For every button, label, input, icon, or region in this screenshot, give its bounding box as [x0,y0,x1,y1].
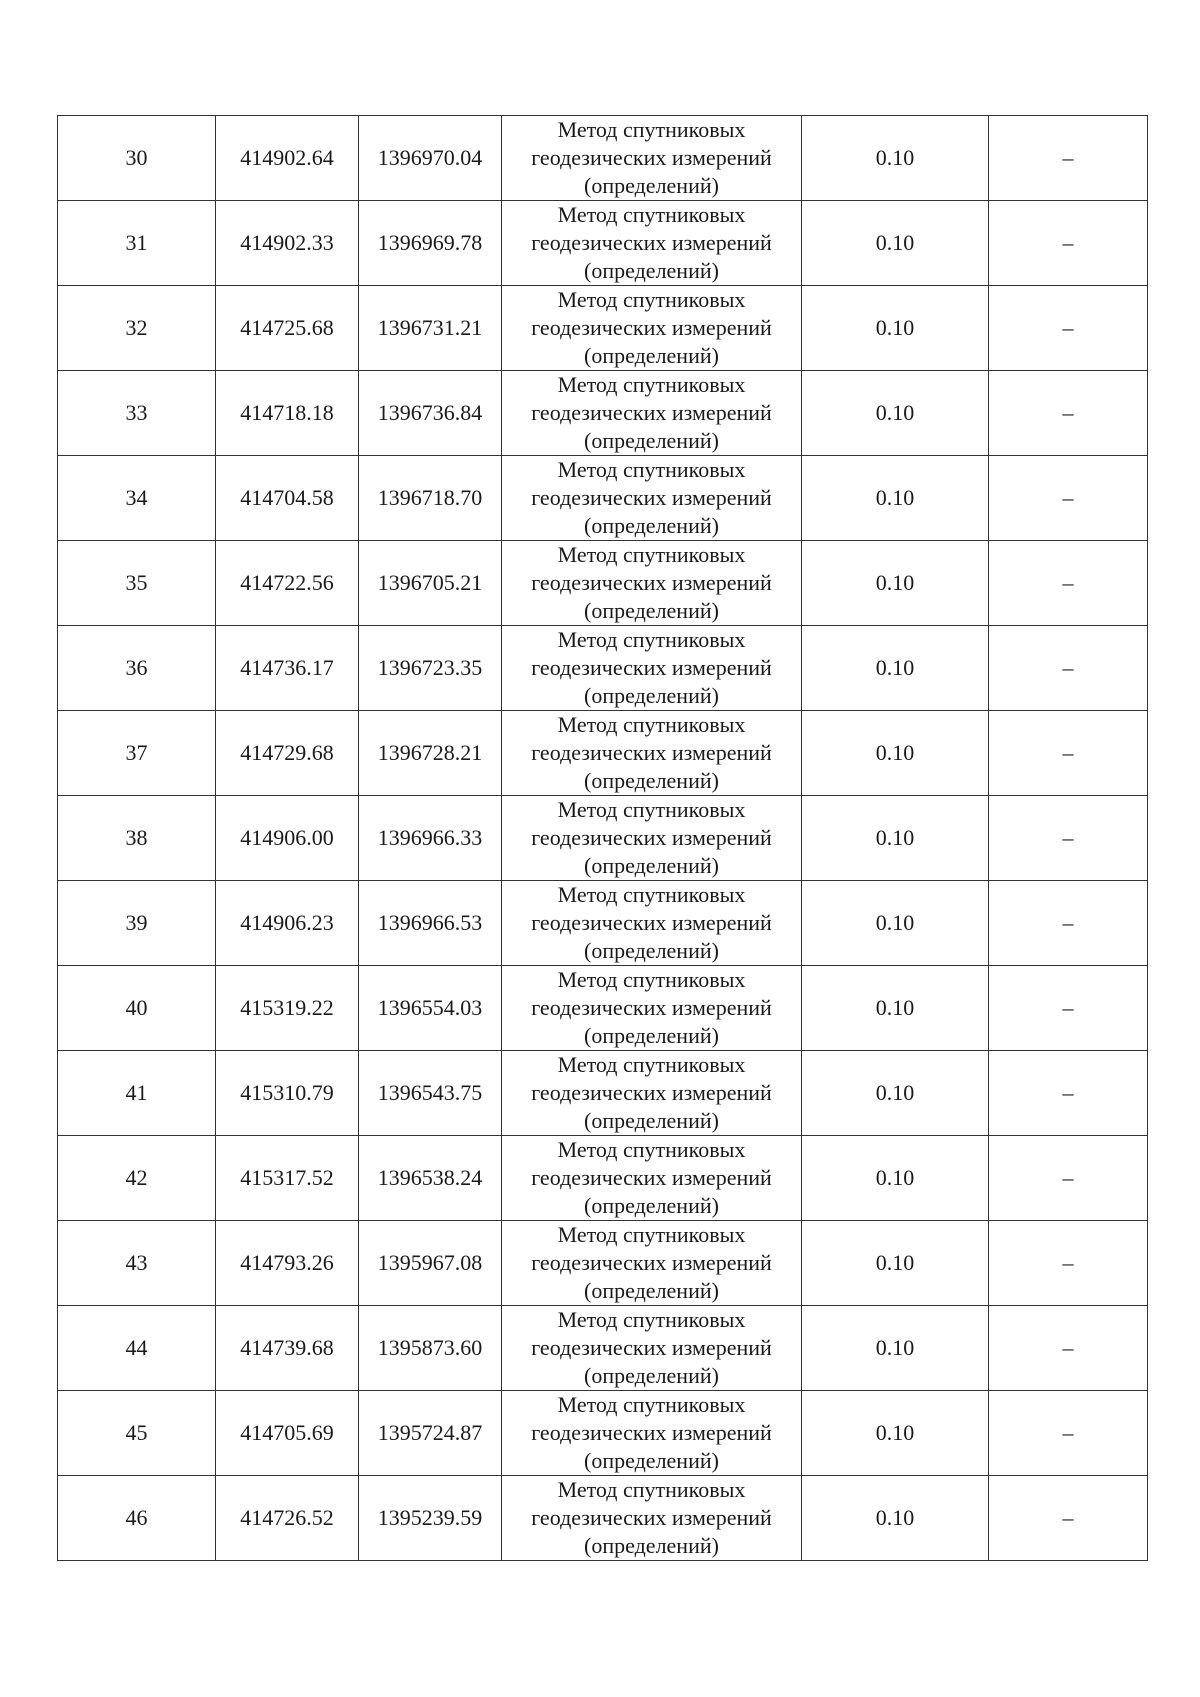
method-line: (определений) [584,1448,719,1473]
method-line: (определений) [584,1193,719,1218]
coordinate-x-cell: 414722.56 [216,541,359,626]
method-cell [502,1051,802,1136]
accuracy-cell: 0.10 [802,1051,989,1136]
accuracy-cell: 0.10 [802,881,989,966]
method-cell [502,1306,802,1391]
accuracy-cell: 0.10 [802,1391,989,1476]
point-number-cell: 44 [58,1306,216,1391]
coordinate-y-cell: 1396966.33 [359,796,502,881]
point-number-cell: 37 [58,711,216,796]
coordinate-y-cell: 1396969.78 [359,201,502,286]
coordinate-y-cell: 1396736.84 [359,371,502,456]
accuracy-cell: 0.10 [802,1476,989,1561]
method-line: Метод спутниковых [557,882,746,907]
method-line: Метод спутниковых [557,372,746,397]
method-cell [502,796,802,881]
method-line: (определений) [584,683,719,708]
accuracy-cell: 0.10 [802,456,989,541]
coordinate-x-cell: 415319.22 [216,966,359,1051]
coordinate-y-cell: 1396966.53 [359,881,502,966]
method-line: (определений) [584,173,719,198]
coordinate-y-cell: 1396970.04 [359,116,502,201]
note-cell: – [989,1136,1148,1221]
method-line: Метод спутниковых [557,712,746,737]
method-line: Метод спутниковых [557,117,746,142]
method-line: геодезических измерений [531,230,772,255]
point-number-cell: 38 [58,796,216,881]
method-line: геодезических измерений [531,485,772,510]
accuracy-cell: 0.10 [802,1221,989,1306]
coordinate-y-cell: 1395724.87 [359,1391,502,1476]
method-line: геодезических измерений [531,1165,772,1190]
method-cell [502,711,802,796]
method-cell [502,1476,802,1561]
method-line: геодезических измерений [531,400,772,425]
coordinates-table [57,115,1148,1561]
coordinate-x-cell: 414725.68 [216,286,359,371]
note-cell: – [989,201,1148,286]
note-cell: – [989,881,1148,966]
accuracy-cell: 0.10 [802,541,989,626]
note-cell: – [989,1476,1148,1561]
method-cell [502,201,802,286]
method-cell [502,116,802,201]
table-row [58,1221,1148,1306]
coordinate-x-cell: 415310.79 [216,1051,359,1136]
method-cell [502,371,802,456]
coordinate-x-cell: 415317.52 [216,1136,359,1221]
accuracy-cell: 0.10 [802,796,989,881]
method-line: Метод спутниковых [557,1222,746,1247]
coordinate-y-cell: 1396731.21 [359,286,502,371]
accuracy-cell: 0.10 [802,711,989,796]
method-line: Метод спутниковых [557,1137,746,1162]
method-line: Метод спутниковых [557,1307,746,1332]
coordinate-y-cell: 1396728.21 [359,711,502,796]
coordinate-y-cell: 1395239.59 [359,1476,502,1561]
note-cell: – [989,626,1148,711]
coordinate-y-cell: 1396554.03 [359,966,502,1051]
point-number-cell: 32 [58,286,216,371]
point-number-cell: 36 [58,626,216,711]
note-cell: – [989,1391,1148,1476]
method-line: Метод спутниковых [557,542,746,567]
note-cell: – [989,371,1148,456]
table-row [58,541,1148,626]
method-cell [502,1136,802,1221]
table-row [58,1391,1148,1476]
table-row [58,371,1148,456]
method-line: (определений) [584,1108,719,1133]
table-row [58,1476,1148,1561]
note-cell: – [989,711,1148,796]
point-number-cell: 33 [58,371,216,456]
method-line: геодезических измерений [531,1505,772,1530]
coordinate-x-cell: 414902.64 [216,116,359,201]
method-cell [502,626,802,711]
method-line: геодезических измерений [531,995,772,1020]
method-line: (определений) [584,428,719,453]
note-cell: – [989,966,1148,1051]
method-line: Метод спутниковых [557,627,746,652]
method-cell [502,1221,802,1306]
coordinate-x-cell: 414704.58 [216,456,359,541]
method-line: геодезических измерений [531,145,772,170]
method-line: геодезических измерений [531,1250,772,1275]
accuracy-cell: 0.10 [802,966,989,1051]
method-line: (определений) [584,343,719,368]
note-cell: – [989,541,1148,626]
point-number-cell: 31 [58,201,216,286]
coordinate-y-cell: 1395873.60 [359,1306,502,1391]
method-line: Метод спутниковых [557,1392,746,1417]
method-line: Метод спутниковых [557,1477,746,1502]
note-cell: – [989,796,1148,881]
method-line: геодезических измерений [531,570,772,595]
point-number-cell: 30 [58,116,216,201]
method-line: геодезических измерений [531,315,772,340]
table-row [58,116,1148,201]
table-row [58,966,1148,1051]
coordinate-x-cell: 414793.26 [216,1221,359,1306]
point-number-cell: 46 [58,1476,216,1561]
table-row [58,796,1148,881]
note-cell: – [989,456,1148,541]
table-row [58,456,1148,541]
method-line: (определений) [584,1023,719,1048]
method-line: Метод спутниковых [557,457,746,482]
accuracy-cell: 0.10 [802,116,989,201]
point-number-cell: 34 [58,456,216,541]
method-line: Метод спутниковых [557,202,746,227]
method-line: (определений) [584,853,719,878]
method-line: Метод спутниковых [557,287,746,312]
point-number-cell: 45 [58,1391,216,1476]
accuracy-cell: 0.10 [802,1136,989,1221]
note-cell: – [989,1306,1148,1391]
coordinate-y-cell: 1395967.08 [359,1221,502,1306]
coordinate-x-cell: 414736.17 [216,626,359,711]
method-line: (определений) [584,938,719,963]
accuracy-cell: 0.10 [802,626,989,711]
coordinate-x-cell: 414705.69 [216,1391,359,1476]
method-cell [502,286,802,371]
method-line: геодезических измерений [531,1080,772,1105]
table-row [58,711,1148,796]
point-number-cell: 43 [58,1221,216,1306]
coordinate-x-cell: 414902.33 [216,201,359,286]
coordinate-x-cell: 414906.23 [216,881,359,966]
method-line: (определений) [584,1533,719,1558]
method-line: геодезических измерений [531,825,772,850]
method-cell [502,1391,802,1476]
method-line: Метод спутниковых [557,1052,746,1077]
method-line: (определений) [584,1278,719,1303]
method-cell [502,541,802,626]
coordinate-x-cell: 414718.18 [216,371,359,456]
method-cell [502,966,802,1051]
table-row [58,1306,1148,1391]
coordinate-x-cell: 414729.68 [216,711,359,796]
method-line: (определений) [584,598,719,623]
method-line: геодезических измерений [531,740,772,765]
accuracy-cell: 0.10 [802,371,989,456]
method-line: (определений) [584,513,719,538]
method-line: (определений) [584,258,719,283]
method-line: геодезических измерений [531,1335,772,1360]
coordinate-y-cell: 1396705.21 [359,541,502,626]
accuracy-cell: 0.10 [802,1306,989,1391]
note-cell: – [989,1051,1148,1136]
method-line: (определений) [584,768,719,793]
note-cell: – [989,116,1148,201]
table-row [58,881,1148,966]
coordinate-y-cell: 1396723.35 [359,626,502,711]
method-line: геодезических измерений [531,1420,772,1445]
method-line: (определений) [584,1363,719,1388]
point-number-cell: 40 [58,966,216,1051]
coordinate-x-cell: 414726.52 [216,1476,359,1561]
table-row [58,286,1148,371]
table-row [58,1136,1148,1221]
method-line: геодезических измерений [531,655,772,680]
method-line: Метод спутниковых [557,967,746,992]
accuracy-cell: 0.10 [802,201,989,286]
method-cell [502,456,802,541]
method-line: геодезических измерений [531,910,772,935]
coordinate-y-cell: 1396718.70 [359,456,502,541]
table-row [58,201,1148,286]
table-row [58,626,1148,711]
note-cell: – [989,1221,1148,1306]
coordinate-x-cell: 414906.00 [216,796,359,881]
coordinates-table-body [58,116,1148,1561]
method-cell [502,881,802,966]
coordinate-y-cell: 1396538.24 [359,1136,502,1221]
coordinate-y-cell: 1396543.75 [359,1051,502,1136]
table-row [58,1051,1148,1136]
method-line: Метод спутниковых [557,797,746,822]
point-number-cell: 35 [58,541,216,626]
point-number-cell: 39 [58,881,216,966]
point-number-cell: 41 [58,1051,216,1136]
accuracy-cell: 0.10 [802,286,989,371]
coordinate-x-cell: 414739.68 [216,1306,359,1391]
note-cell: – [989,286,1148,371]
point-number-cell: 42 [58,1136,216,1221]
